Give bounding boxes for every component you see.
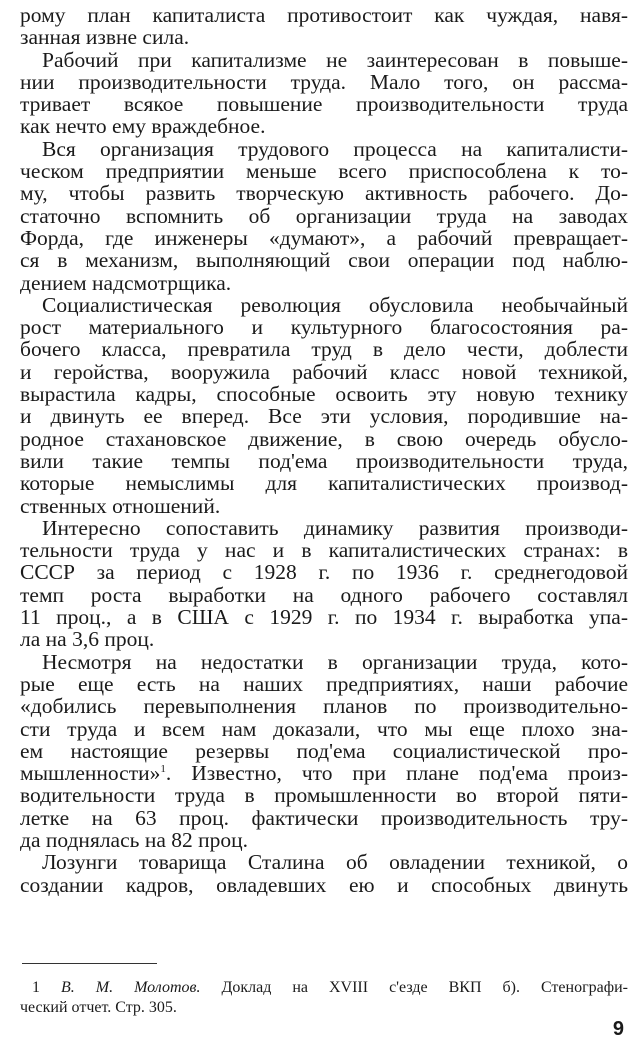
text-line bbox=[20, 807, 628, 829]
text-line bbox=[20, 160, 628, 182]
text-line bbox=[20, 718, 628, 740]
text-line-content: Интересно сопоставить динамику развития производи- bbox=[42, 515, 628, 540]
page-body bbox=[20, 4, 628, 896]
text-line-content: нии производительности труда. Мало того, он рассма- bbox=[20, 69, 628, 94]
text-line bbox=[20, 49, 628, 71]
text-line bbox=[20, 71, 628, 93]
text-line bbox=[20, 584, 628, 606]
text-line-content: ческом предприятии меньше всего приспособлена к то- bbox=[20, 159, 628, 184]
text-line-content: тельности труда у нас и в капиталистических странах: в bbox=[20, 538, 628, 563]
text-line-content: Форда, где инженеры «думают», а рабочий превращает- bbox=[20, 225, 628, 250]
text-line bbox=[20, 450, 628, 472]
text-line bbox=[20, 383, 628, 405]
text-line-content: дением надсмотрщика. bbox=[20, 270, 232, 295]
text-line-content: да поднялась на 82 проц. bbox=[20, 827, 249, 852]
text-line bbox=[20, 338, 628, 360]
text-line-content: как нечто ему враждебное. bbox=[20, 114, 266, 139]
text-line bbox=[20, 784, 628, 806]
text-line bbox=[20, 205, 628, 227]
text-line-content: «добились перевыполнения планов по производительно- bbox=[20, 694, 628, 719]
text-line-content: тривает всякое повышение производительности труда bbox=[20, 92, 628, 117]
text-line-content: ем настоящие резервы под'ема социалистической про- bbox=[20, 738, 628, 763]
text-line bbox=[20, 517, 628, 539]
text-line-content: бочего класса, превратила труд в дело чести, доблести bbox=[20, 337, 628, 362]
text-line-content: рост материального и культурного благосостояния ра- bbox=[20, 315, 628, 340]
text-line bbox=[20, 472, 628, 494]
text-line-continuation: . Известно, что при плане под'ема произ- bbox=[165, 761, 628, 786]
footnote-reference: 1 bbox=[160, 762, 166, 775]
text-line-content: Несмотря на недостатки в организации труда, кото- bbox=[42, 649, 628, 674]
text-line-content: рому план капиталиста противостоит как чуждая, навя- bbox=[20, 3, 628, 27]
text-line-content: летке на 63 проц. фактически производительность тру- bbox=[20, 805, 628, 830]
text-line-content: водительности труда в промышленности во второй пяти- bbox=[20, 783, 628, 808]
text-line bbox=[20, 874, 628, 896]
text-line bbox=[20, 361, 628, 383]
text-line bbox=[20, 695, 628, 717]
text-line bbox=[20, 115, 628, 137]
footnote-divider bbox=[22, 963, 157, 964]
text-line bbox=[20, 851, 628, 873]
text-line-content: Вся организация трудового процесса на капиталисти- bbox=[42, 136, 628, 161]
text-line bbox=[20, 316, 628, 338]
text-line-content: ся в механизм, выполняющий свои операции под наблю- bbox=[20, 248, 628, 273]
text-line bbox=[20, 182, 628, 204]
text-line bbox=[20, 227, 628, 249]
text-line-content: мышленности» bbox=[20, 761, 161, 786]
text-line bbox=[20, 651, 628, 673]
text-line bbox=[20, 673, 628, 695]
footnote-line: ческий отчет. Стр. 305. bbox=[20, 999, 177, 1016]
text-line bbox=[20, 26, 628, 48]
text-line-content: СССР за период с 1928 г. по 1936 г. среднегодовой bbox=[20, 560, 628, 585]
page-number: 9 bbox=[612, 1018, 624, 1040]
text-line-content: занная извне сила. bbox=[20, 25, 190, 50]
text-line-content: рые еще есть на наших предприятиях, наши рабочие bbox=[20, 671, 628, 696]
text-line-content: 11 проц., а в США с 1929 г. по 1934 г. выработка упа- bbox=[20, 605, 628, 630]
text-line-content: создании кадров, овладевших ею и способных двинуть bbox=[20, 872, 628, 897]
text-line bbox=[20, 561, 628, 583]
text-line-content: ла на 3,6 проц. bbox=[20, 627, 155, 652]
text-line bbox=[20, 138, 628, 160]
text-line bbox=[20, 272, 628, 294]
text-line-content: сти труда и всем нам доказали, что мы еще плохо зна- bbox=[20, 716, 628, 741]
text-line bbox=[20, 628, 628, 650]
footnote-line bbox=[20, 978, 628, 998]
text-line bbox=[20, 606, 628, 628]
text-line bbox=[20, 428, 628, 450]
text-line-content: Рабочий при капитализме не заинтересован в повыше- bbox=[42, 47, 628, 72]
text-line bbox=[20, 93, 628, 115]
text-line-content: и геройства, вооружила рабочий класс новой техникой, bbox=[20, 359, 628, 384]
text-line-content: темп роста выработки на одного рабочего составлял bbox=[20, 582, 628, 607]
text-line-content: Социалистическая революция обусловила необычайный bbox=[42, 292, 628, 317]
text-line bbox=[20, 405, 628, 427]
text-line-content: вили такие темпы под'ема производительности труда, bbox=[20, 448, 628, 473]
text-line bbox=[20, 249, 628, 271]
footnote-marker: 1 bbox=[32, 979, 40, 996]
text-line-content: и двинуть ее вперед. Все эти условия, породившие на- bbox=[20, 404, 628, 429]
text-line-content: Лозунги товарища Сталина об овладении техникой, о bbox=[42, 850, 628, 875]
text-line-content: ственных отношений. bbox=[20, 493, 221, 518]
footnote-author: В. М. Молотов. bbox=[61, 979, 201, 996]
text-line bbox=[20, 539, 628, 561]
text-line-content: му, чтобы развить творческую активность рабочего. До- bbox=[20, 181, 628, 206]
text-line-content: которые немыслимы для капиталистических производ- bbox=[20, 471, 628, 496]
text-line-content: статочно вспомнить об организации труда на заводах bbox=[20, 203, 628, 228]
text-line bbox=[20, 495, 628, 517]
text-line bbox=[20, 294, 628, 316]
text-line bbox=[20, 829, 628, 851]
text-line-content: родное стахановское движение, в свою очередь обусло- bbox=[20, 426, 628, 451]
footnote-text: Доклад на XVIII с'езде ВКП б). Стенографи- bbox=[200, 979, 628, 996]
text-line bbox=[20, 4, 628, 26]
text-line bbox=[20, 740, 628, 762]
text-line-content: вырастила кадры, способные освоить эту новую технику bbox=[20, 382, 628, 407]
text-line bbox=[20, 762, 628, 784]
footnote bbox=[20, 978, 628, 1018]
